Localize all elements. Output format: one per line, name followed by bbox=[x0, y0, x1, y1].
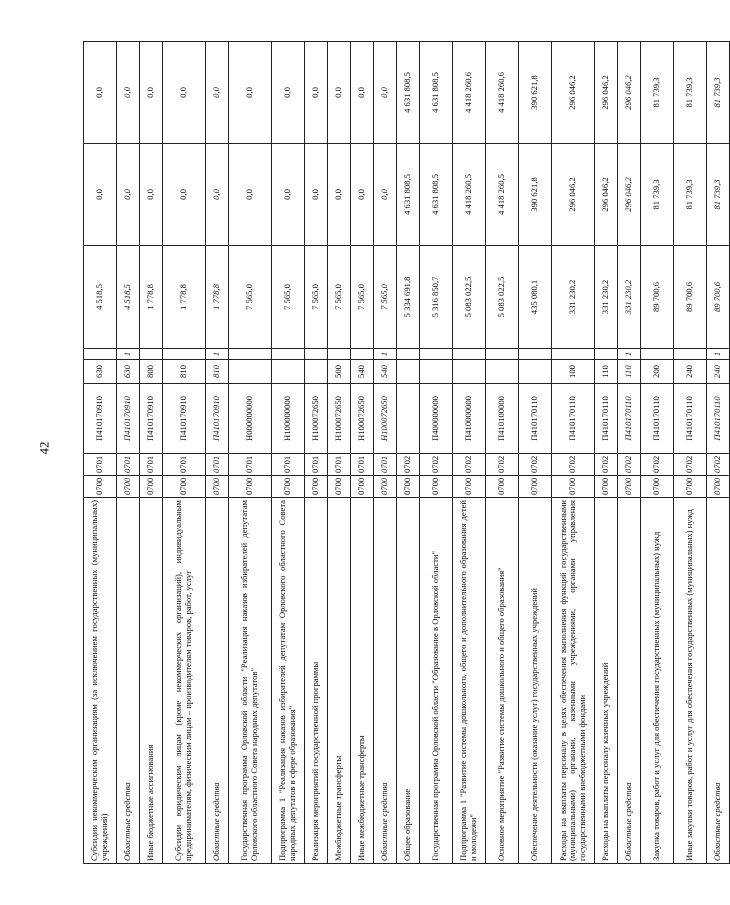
expense-type-code bbox=[453, 360, 486, 384]
subsection-code: 0702 bbox=[420, 454, 453, 476]
subsection-code: 0701 bbox=[272, 454, 305, 476]
subsection-code: 0702 bbox=[595, 454, 618, 476]
target-article-code: П410170910 bbox=[163, 384, 206, 454]
amount-year-1: 1 778,8 bbox=[140, 246, 163, 349]
amount-year-2: 0,0 bbox=[229, 144, 272, 246]
section-code: 0700 bbox=[519, 476, 552, 498]
source-mark bbox=[397, 349, 420, 360]
row-name: Иные закупки товаров, работ и услуг для обеспечения государственных (муниципальных) нужд bbox=[674, 498, 707, 864]
amount-year-2: 296 046,2 bbox=[618, 144, 641, 246]
target-article-code: П400000000 bbox=[420, 384, 453, 454]
row-name: Подпрограмма 1 "Реализация наказов избирателей депутатам Орловского областного Совета народных депутатов в сфере образования" bbox=[272, 498, 305, 864]
target-article-code: Н100000000 bbox=[272, 384, 305, 454]
table-body bbox=[84, 42, 730, 864]
row-name: Субсидии некоммерческим организациям (за исключением государственных (муниципальных) учреждений) bbox=[84, 498, 117, 864]
section-code: 0700 bbox=[374, 476, 397, 498]
expense-type-code bbox=[486, 360, 519, 384]
expense-type-code: 110 bbox=[595, 360, 618, 384]
amount-year-3: 0,0 bbox=[84, 42, 117, 144]
amount-year-2: 296 046,2 bbox=[595, 144, 618, 246]
amount-year-1: 7 565,0 bbox=[328, 246, 351, 349]
section-code: 0700 bbox=[641, 476, 674, 498]
amount-year-1: 89 700,6 bbox=[707, 246, 730, 349]
subsection-code: 0702 bbox=[397, 454, 420, 476]
amount-year-3: 81 739,3 bbox=[674, 42, 707, 144]
amount-year-1: 5 334 691,8 bbox=[397, 246, 420, 349]
section-code: 0700 bbox=[674, 476, 707, 498]
table-row bbox=[595, 42, 618, 864]
amount-year-3: 4 631 808,5 bbox=[397, 42, 420, 144]
amount-year-2: 0,0 bbox=[351, 144, 374, 246]
amount-year-3: 0,0 bbox=[328, 42, 351, 144]
section-code: 0700 bbox=[84, 476, 117, 498]
amount-year-1: 7 565,0 bbox=[374, 246, 397, 349]
section-code: 0700 bbox=[618, 476, 641, 498]
amount-year-1: 5 316 850,7 bbox=[420, 246, 453, 349]
source-mark: 1 bbox=[117, 349, 140, 360]
section-code: 0700 bbox=[229, 476, 272, 498]
target-article-code: П410170110 bbox=[674, 384, 707, 454]
table-row bbox=[229, 42, 272, 864]
amount-year-3: 81 739,3 bbox=[707, 42, 730, 144]
row-name: Обеспечение деятельности (оказание услуг) государственных учреждений bbox=[519, 498, 552, 864]
amount-year-3: 0,0 bbox=[351, 42, 374, 144]
row-name: Иные бюджетные ассигнования bbox=[140, 498, 163, 864]
table-row bbox=[707, 42, 730, 864]
amount-year-2: 0,0 bbox=[328, 144, 351, 246]
table-row bbox=[117, 42, 140, 864]
expense-type-code bbox=[519, 360, 552, 384]
subsection-code: 0701 bbox=[117, 454, 140, 476]
amount-year-2: 0,0 bbox=[206, 144, 229, 246]
expense-type-code: 810 bbox=[163, 360, 206, 384]
target-article-code: П410170910 bbox=[206, 384, 229, 454]
amount-year-3: 4 418 260,6 bbox=[486, 42, 519, 144]
table-row bbox=[674, 42, 707, 864]
source-mark bbox=[305, 349, 328, 360]
subsection-code: 0701 bbox=[140, 454, 163, 476]
target-article-code: П410170110 bbox=[618, 384, 641, 454]
section-code: 0700 bbox=[140, 476, 163, 498]
row-name: Областные средства bbox=[618, 498, 641, 864]
section-code: 0700 bbox=[206, 476, 229, 498]
source-mark bbox=[140, 349, 163, 360]
amount-year-1: 435 080,1 bbox=[519, 246, 552, 349]
amount-year-1: 7 565,0 bbox=[272, 246, 305, 349]
target-article-code: Н100072650 bbox=[351, 384, 374, 454]
table-row bbox=[486, 42, 519, 864]
expense-type-code: 630 bbox=[117, 360, 140, 384]
target-article-code: Н100072650 bbox=[328, 384, 351, 454]
row-name: Подпрограмма 1 "Развитие системы дошкольного, общего и дополнительного образования детей и молодежи" bbox=[453, 498, 486, 864]
amount-year-2: 0,0 bbox=[140, 144, 163, 246]
source-mark: 1 bbox=[374, 349, 397, 360]
amount-year-1: 7 565,0 bbox=[305, 246, 328, 349]
section-code: 0700 bbox=[420, 476, 453, 498]
table-row bbox=[519, 42, 552, 864]
row-name: Областные средства bbox=[374, 498, 397, 864]
table-row bbox=[272, 42, 305, 864]
target-article-code: П410100000 bbox=[486, 384, 519, 454]
section-code: 0700 bbox=[595, 476, 618, 498]
table-row bbox=[163, 42, 206, 864]
section-code: 0700 bbox=[117, 476, 140, 498]
expense-type-code: 100 bbox=[552, 360, 595, 384]
amount-year-3: 0,0 bbox=[305, 42, 328, 144]
expense-type-code: 110 bbox=[618, 360, 641, 384]
amount-year-2: 4 631 808,5 bbox=[397, 144, 420, 246]
amount-year-1: 331 230,2 bbox=[618, 246, 641, 349]
source-mark: 1 bbox=[707, 349, 730, 360]
amount-year-2: 4 631 808,5 bbox=[420, 144, 453, 246]
subsection-code: 0701 bbox=[163, 454, 206, 476]
amount-year-1: 89 700,6 bbox=[641, 246, 674, 349]
row-name: Областные средства bbox=[206, 498, 229, 864]
amount-year-2: 0,0 bbox=[305, 144, 328, 246]
expense-type-code bbox=[420, 360, 453, 384]
target-article-code bbox=[397, 384, 420, 454]
subsection-code: 0702 bbox=[707, 454, 730, 476]
amount-year-3: 296 046,2 bbox=[595, 42, 618, 144]
target-article-code: П410170910 bbox=[84, 384, 117, 454]
amount-year-2: 0,0 bbox=[117, 144, 140, 246]
expense-type-code: 630 bbox=[84, 360, 117, 384]
section-code: 0700 bbox=[163, 476, 206, 498]
expense-type-code bbox=[305, 360, 328, 384]
expense-type-code: 240 bbox=[707, 360, 730, 384]
section-code: 0700 bbox=[486, 476, 519, 498]
amount-year-2: 81 739,3 bbox=[641, 144, 674, 246]
source-mark: 1 bbox=[618, 349, 641, 360]
amount-year-2: 0,0 bbox=[84, 144, 117, 246]
subsection-code: 0702 bbox=[552, 454, 595, 476]
subsection-code: 0701 bbox=[328, 454, 351, 476]
row-name: Государственная программа Орловской области "Образование в Орловской области" bbox=[420, 498, 453, 864]
amount-year-3: 4 631 808,5 bbox=[420, 42, 453, 144]
amount-year-1: 7 565,0 bbox=[229, 246, 272, 349]
row-name: Расходы на выплаты персоналу в целях обеспечения выполнения функций государственными (муниципальными) органами, казенными учреждениями, органами управления государственными внебюджетными фондами bbox=[552, 498, 595, 864]
subsection-code: 0701 bbox=[305, 454, 328, 476]
expense-type-code bbox=[229, 360, 272, 384]
amount-year-1: 89 700,6 bbox=[674, 246, 707, 349]
section-code: 0700 bbox=[552, 476, 595, 498]
source-mark bbox=[84, 349, 117, 360]
target-article-code: П410170910 bbox=[117, 384, 140, 454]
amount-year-2: 390 621,8 bbox=[519, 144, 552, 246]
expense-type-code: 240 bbox=[674, 360, 707, 384]
target-article-code: П410170110 bbox=[552, 384, 595, 454]
subsection-code: 0702 bbox=[519, 454, 552, 476]
amount-year-2: 81 739,3 bbox=[707, 144, 730, 246]
amount-year-2: 4 418 260,5 bbox=[486, 144, 519, 246]
amount-year-1: 4 518,5 bbox=[84, 246, 117, 349]
amount-year-3: 81 739,3 bbox=[641, 42, 674, 144]
amount-year-3: 0,0 bbox=[117, 42, 140, 144]
source-mark bbox=[163, 349, 206, 360]
amount-year-3: 0,0 bbox=[206, 42, 229, 144]
source-mark bbox=[328, 349, 351, 360]
target-article-code: П410000000 bbox=[453, 384, 486, 454]
expense-type-code: 540 bbox=[351, 360, 374, 384]
table-row bbox=[305, 42, 328, 864]
amount-year-3: 0,0 bbox=[163, 42, 206, 144]
subsection-code: 0701 bbox=[229, 454, 272, 476]
source-mark bbox=[552, 349, 595, 360]
expense-type-code: 800 bbox=[140, 360, 163, 384]
source-mark bbox=[229, 349, 272, 360]
amount-year-2: 81 739,3 bbox=[674, 144, 707, 246]
source-mark bbox=[486, 349, 519, 360]
expense-type-code bbox=[397, 360, 420, 384]
row-name: Государственная программа Орловской области "Реализация наказов избирателей депутатам Орловского областного Совета народных депутатов" bbox=[229, 498, 272, 864]
amount-year-1: 1 778,8 bbox=[206, 246, 229, 349]
section-code: 0700 bbox=[328, 476, 351, 498]
table-row bbox=[397, 42, 420, 864]
row-name: Закупка товаров, работ и услуг для обеспечения государственных (муниципальных) нужд bbox=[641, 498, 674, 864]
amount-year-1: 331 230,2 bbox=[595, 246, 618, 349]
table-row bbox=[206, 42, 229, 864]
page-number: 42 bbox=[36, 441, 52, 455]
amount-year-1: 331 230,2 bbox=[552, 246, 595, 349]
budget-sheet bbox=[83, 42, 723, 864]
table-row bbox=[140, 42, 163, 864]
subsection-code: 0701 bbox=[351, 454, 374, 476]
row-name: Реализация мероприятий государственной программы bbox=[305, 498, 328, 864]
table-row bbox=[328, 42, 351, 864]
table-row bbox=[618, 42, 641, 864]
section-code: 0700 bbox=[272, 476, 305, 498]
table-row bbox=[420, 42, 453, 864]
section-code: 0700 bbox=[707, 476, 730, 498]
row-name: Иные межбюджетные трансферты bbox=[351, 498, 374, 864]
amount-year-3: 4 418 260,6 bbox=[453, 42, 486, 144]
source-mark bbox=[674, 349, 707, 360]
table-row bbox=[374, 42, 397, 864]
target-article-code: П410170110 bbox=[519, 384, 552, 454]
section-code: 0700 bbox=[305, 476, 328, 498]
amount-year-3: 0,0 bbox=[140, 42, 163, 144]
amount-year-3: 296 046,2 bbox=[552, 42, 595, 144]
source-mark: 1 bbox=[206, 349, 229, 360]
source-mark bbox=[351, 349, 374, 360]
table-row bbox=[453, 42, 486, 864]
source-mark bbox=[272, 349, 305, 360]
amount-year-1: 5 083 022,5 bbox=[486, 246, 519, 349]
table-row bbox=[552, 42, 595, 864]
expense-type-code: 500 bbox=[328, 360, 351, 384]
row-name: Расходы на выплаты персоналу казенных учреждений bbox=[595, 498, 618, 864]
row-name: Областные средства bbox=[117, 498, 140, 864]
subsection-code: 0702 bbox=[641, 454, 674, 476]
amount-year-2: 0,0 bbox=[374, 144, 397, 246]
expense-type-code: 810 bbox=[206, 360, 229, 384]
row-name: Основное мероприятие "Развитие системы дошкольного и общего образования" bbox=[486, 498, 519, 864]
section-code: 0700 bbox=[453, 476, 486, 498]
expense-type-code: 540 bbox=[374, 360, 397, 384]
expense-type-code: 200 bbox=[641, 360, 674, 384]
amount-year-2: 0,0 bbox=[163, 144, 206, 246]
amount-year-3: 390 621,8 bbox=[519, 42, 552, 144]
row-name: Областные средства bbox=[707, 498, 730, 864]
amount-year-3: 296 046,2 bbox=[618, 42, 641, 144]
budget-table bbox=[83, 41, 730, 864]
section-code: 0700 bbox=[397, 476, 420, 498]
target-article-code: П410170910 bbox=[140, 384, 163, 454]
row-name: Субсидии юридическим лицам (кроме некоммерческих организаций), индивидуальным предпринимателям, физическим лицам – производителям товаров, работ, услуг bbox=[163, 498, 206, 864]
amount-year-2: 296 046,2 bbox=[552, 144, 595, 246]
row-name: Межбюджетные трансферты bbox=[328, 498, 351, 864]
amount-year-1: 5 083 022,5 bbox=[453, 246, 486, 349]
amount-year-1: 1 778,8 bbox=[163, 246, 206, 349]
source-mark bbox=[641, 349, 674, 360]
source-mark bbox=[453, 349, 486, 360]
target-article-code: П410170110 bbox=[641, 384, 674, 454]
table-row bbox=[84, 42, 117, 864]
amount-year-3: 0,0 bbox=[272, 42, 305, 144]
target-article-code: П410170110 bbox=[595, 384, 618, 454]
table-row bbox=[641, 42, 674, 864]
row-name: Общее образование bbox=[397, 498, 420, 864]
table-row bbox=[351, 42, 374, 864]
target-article-code: Н100072650 bbox=[374, 384, 397, 454]
source-mark bbox=[420, 349, 453, 360]
amount-year-1: 4 518,5 bbox=[117, 246, 140, 349]
subsection-code: 0701 bbox=[84, 454, 117, 476]
expense-type-code bbox=[272, 360, 305, 384]
subsection-code: 0702 bbox=[453, 454, 486, 476]
amount-year-3: 0,0 bbox=[374, 42, 397, 144]
target-article-code: Н100072650 bbox=[305, 384, 328, 454]
amount-year-2: 4 418 260,5 bbox=[453, 144, 486, 246]
subsection-code: 0702 bbox=[618, 454, 641, 476]
source-mark bbox=[595, 349, 618, 360]
target-article-code: Н000000000 bbox=[229, 384, 272, 454]
amount-year-2: 0,0 bbox=[272, 144, 305, 246]
amount-year-3: 0,0 bbox=[229, 42, 272, 144]
subsection-code: 0701 bbox=[374, 454, 397, 476]
subsection-code: 0701 bbox=[206, 454, 229, 476]
amount-year-1: 7 565,0 bbox=[351, 246, 374, 349]
source-mark bbox=[519, 349, 552, 360]
target-article-code: П410170110 bbox=[707, 384, 730, 454]
subsection-code: 0702 bbox=[674, 454, 707, 476]
section-code: 0700 bbox=[351, 476, 374, 498]
subsection-code: 0702 bbox=[486, 454, 519, 476]
